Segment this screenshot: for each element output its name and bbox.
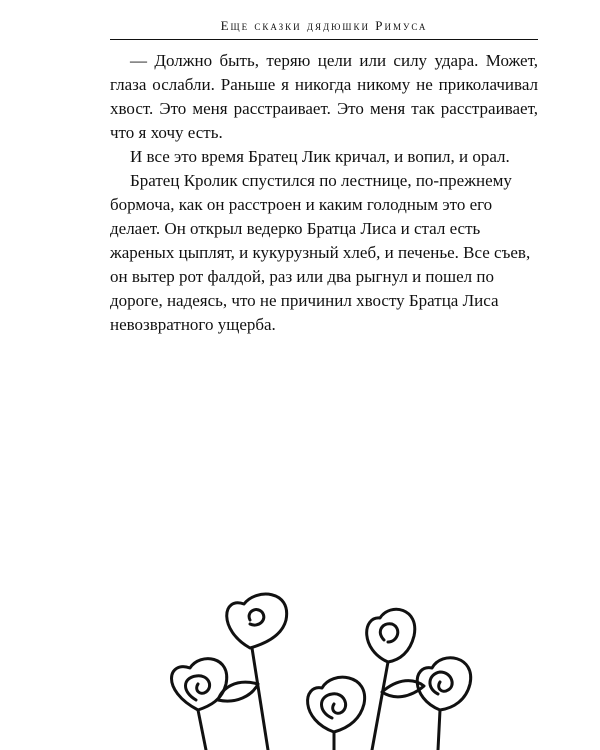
- rose-flower-1: [172, 659, 227, 750]
- rose-flower-5: [417, 658, 471, 750]
- body-text: [110, 49, 538, 337]
- paragraph: И все это время Братец Лик кричал, и вопил, и орал.: [130, 147, 510, 166]
- header-rule: [110, 39, 538, 40]
- paragraph: — Должно быть, теряю цели или силу удара. Может, глаза ослабли. Раньше я никогда никому не приколачивал хвост. Это меня расстраивает. Это меня так расстраивает, что я хочу есть.: [110, 51, 538, 142]
- roses-doodle-illustration: [0, 560, 600, 750]
- running-head-title: Еще сказки дядюшки Римуса: [220, 18, 428, 33]
- paragraph: Братец Кролик спустился по лестнице, по-прежнему бормоча, как он расстроен и каким голодным это его делает. Он открыл ведерко Братца Лиса и стал есть жареных цыплят, и кукурузный хлеб, и печенье. Все съев, он вытер рот фалдой, раз или два рыгнул и пошел по дороге, надеясь, что не причинил хвосту Братца Лиса невозвратного ущерба.: [110, 171, 531, 334]
- rose-flower-2: [218, 594, 287, 750]
- rose-flower-3: [308, 677, 365, 750]
- rose-flower-4: [367, 609, 424, 750]
